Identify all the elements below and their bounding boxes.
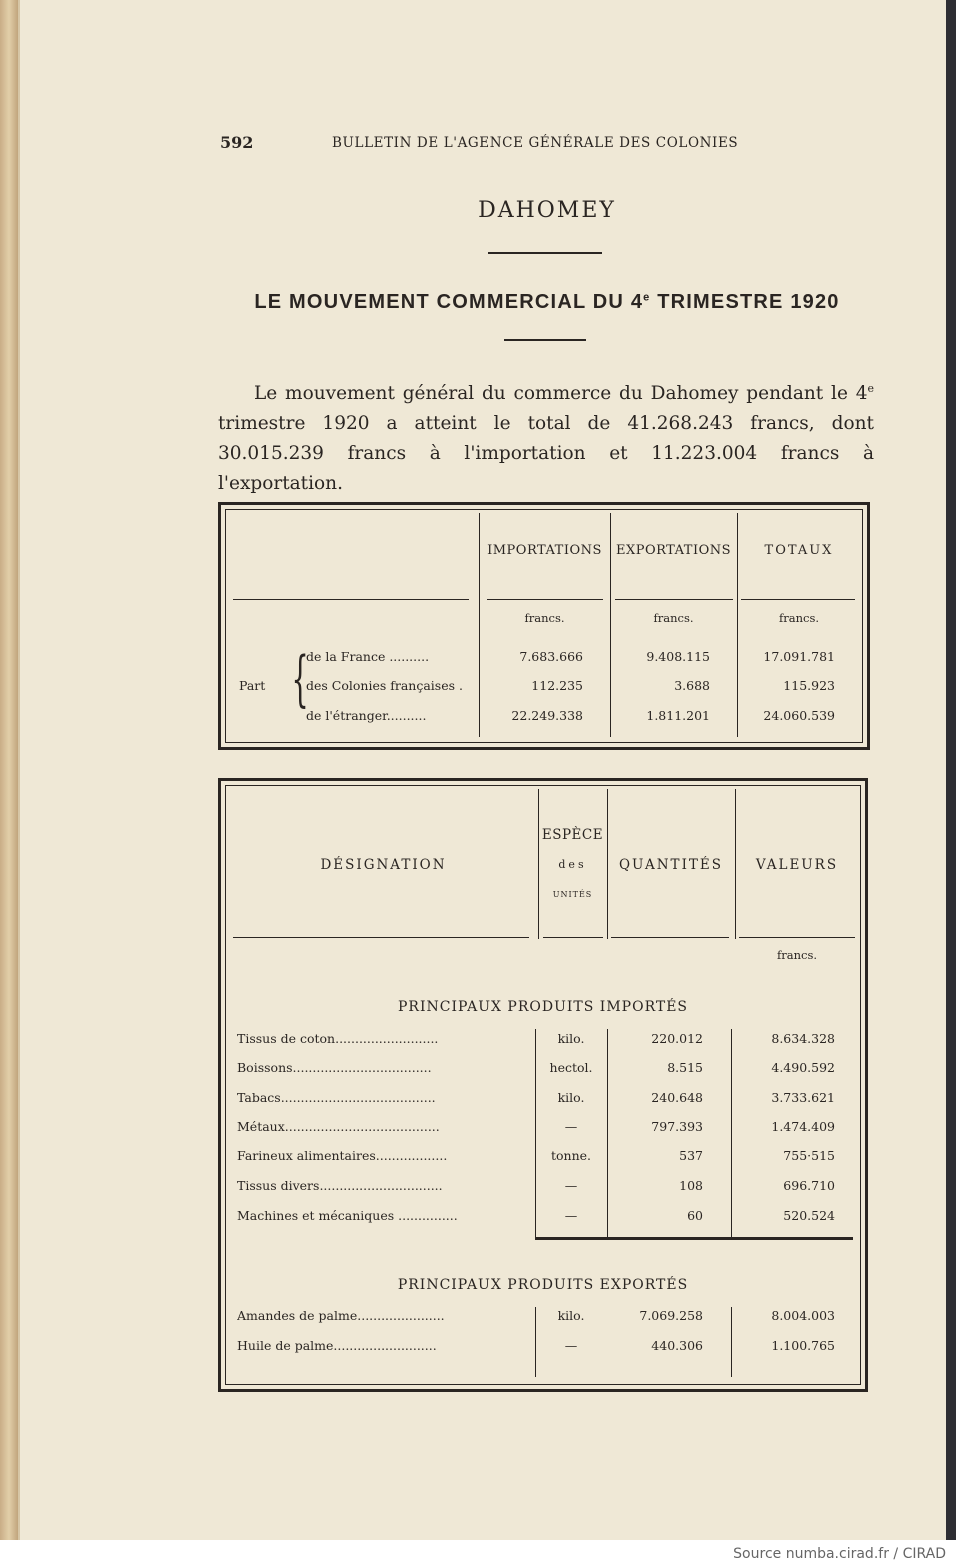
header-rule [487, 599, 603, 600]
section-rule [535, 1237, 853, 1240]
col-header-imports: IMPORTATIONS [487, 543, 602, 558]
unit-label: francs. [653, 611, 694, 625]
import-unit: kilo. [557, 1031, 585, 1046]
book-page [18, 0, 946, 1540]
row-label-foreign: de l'étranger.......... [306, 708, 427, 723]
import-name: Tabacs....................................... [237, 1090, 436, 1105]
brace-icon: { [291, 644, 309, 714]
unit-label: francs. [524, 611, 565, 625]
export-unit: — [564, 1338, 578, 1353]
table-cell: 17.091.781 [763, 649, 835, 664]
section-subtitle [220, 291, 874, 314]
import-qty: 60 [687, 1208, 703, 1223]
import-value: 4.490.592 [771, 1060, 835, 1075]
col-header-espece-des: des [558, 858, 587, 871]
table-cell: 1.811.201 [646, 708, 710, 723]
header-rule [615, 599, 733, 600]
products-table-inner-border [225, 785, 861, 1385]
export-value: 1.100.765 [771, 1338, 835, 1353]
import-value: 1.474.409 [771, 1119, 835, 1134]
source-credit: Source numba.cirad.fr / CIRAD [733, 1546, 946, 1562]
import-unit: — [564, 1178, 578, 1193]
import-unit: — [564, 1119, 578, 1134]
paragraph-sup: e [867, 382, 874, 395]
table-cell: 115.923 [783, 678, 835, 693]
paragraph-text-end: trimestre 1920 a atteint le total de 41.268.243 francs, dont 30.015.239 francs à l'importation et 11.223.004 francs à l'exportation. [218, 413, 874, 495]
subtitle-rule [504, 339, 586, 341]
table-cell: 112.235 [531, 678, 583, 693]
import-qty: 220.012 [651, 1031, 703, 1046]
import-name: Machines et mécaniques ............... [237, 1208, 458, 1223]
export-unit: kilo. [557, 1308, 585, 1323]
import-value: 520.524 [783, 1208, 835, 1223]
subtitle-sup: e [643, 291, 651, 304]
row-label-colonies: des Colonies françaises . [306, 678, 463, 693]
export-name: Amandes de palme...................... [237, 1308, 445, 1323]
imports-section-title: PRINCIPAUX PRODUITS IMPORTÉS [397, 999, 689, 1015]
import-qty: 797.393 [651, 1119, 703, 1134]
header-rule [741, 599, 855, 600]
col-header-totals: TOTAUX [764, 543, 834, 558]
col-header-valeurs: VALEURS [755, 857, 839, 873]
table-cell: 24.060.539 [763, 708, 835, 723]
import-qty: 108 [679, 1178, 703, 1193]
import-name: Boissons................................... [237, 1060, 432, 1075]
export-value: 8.004.003 [771, 1308, 835, 1323]
header-rule [233, 599, 469, 600]
import-unit: hectol. [549, 1060, 593, 1075]
col-header-espece-unites: UNITÉS [552, 890, 593, 899]
import-name: Métaux....................................... [237, 1119, 440, 1134]
summary-table [218, 502, 870, 750]
col-header-exports: EXPORTATIONS [615, 543, 732, 558]
title-rule [488, 252, 602, 254]
page-number: 592 [220, 133, 254, 152]
import-value: 755·515 [783, 1148, 835, 1163]
col-header-quantites: QUANTITÉS [618, 857, 724, 873]
intro-paragraph [218, 374, 874, 499]
export-qty: 440.306 [651, 1338, 703, 1353]
header-rule [611, 937, 729, 938]
table-cell: 3.688 [674, 678, 710, 693]
col-divider [607, 1029, 608, 1237]
table-cell: 7.683.666 [519, 649, 583, 664]
import-name: Tissus divers............................... [237, 1178, 443, 1193]
import-unit: — [564, 1208, 578, 1223]
import-name: Farineux alimentaires.................. [237, 1148, 448, 1163]
import-value: 3.733.621 [771, 1090, 835, 1105]
import-unit: tonne. [550, 1148, 592, 1163]
import-qty: 8.515 [667, 1060, 703, 1075]
col-divider [731, 1029, 732, 1237]
running-title: BULLETIN DE L'AGENCE GÉNÉRALE DES COLONIES [332, 135, 739, 151]
col-divider [731, 1307, 732, 1377]
page-title: DAHOMEY [478, 198, 616, 223]
book-edge [0, 0, 20, 1540]
unit-label: francs. [778, 611, 819, 625]
col-header-espece: ESPÈCE [541, 827, 604, 843]
row-label-france: de la France .......... [306, 649, 430, 664]
subtitle-text-end: TRIMESTRE 1920 [650, 291, 840, 313]
products-table [218, 778, 868, 1392]
header-rule [233, 937, 529, 938]
col-header-designation: DÉSIGNATION [320, 857, 447, 873]
import-qty: 537 [679, 1148, 703, 1163]
import-name: Tissus de coton.......................... [237, 1031, 439, 1046]
row-group-label: Part [239, 678, 266, 693]
exports-section-title: PRINCIPAUX PRODUITS EXPORTÉS [397, 1277, 689, 1293]
unit-label: francs. [776, 948, 817, 962]
paragraph-text: Le mouvement général du commerce du Dahomey pendant le 4 [254, 383, 868, 405]
subtitle-text: LE MOUVEMENT COMMERCIAL DU 4 [254, 291, 644, 313]
header-rule [543, 937, 603, 938]
import-value: 696.710 [783, 1178, 835, 1193]
running-header [220, 133, 768, 153]
export-qty: 7.069.258 [639, 1308, 703, 1323]
table-cell: 22.249.338 [511, 708, 583, 723]
import-qty: 240.648 [651, 1090, 703, 1105]
header-rule [739, 937, 855, 938]
import-value: 8.634.328 [771, 1031, 835, 1046]
import-unit: kilo. [557, 1090, 585, 1105]
export-name: Huile de palme.......................... [237, 1338, 437, 1353]
table-cell: 9.408.115 [646, 649, 710, 664]
